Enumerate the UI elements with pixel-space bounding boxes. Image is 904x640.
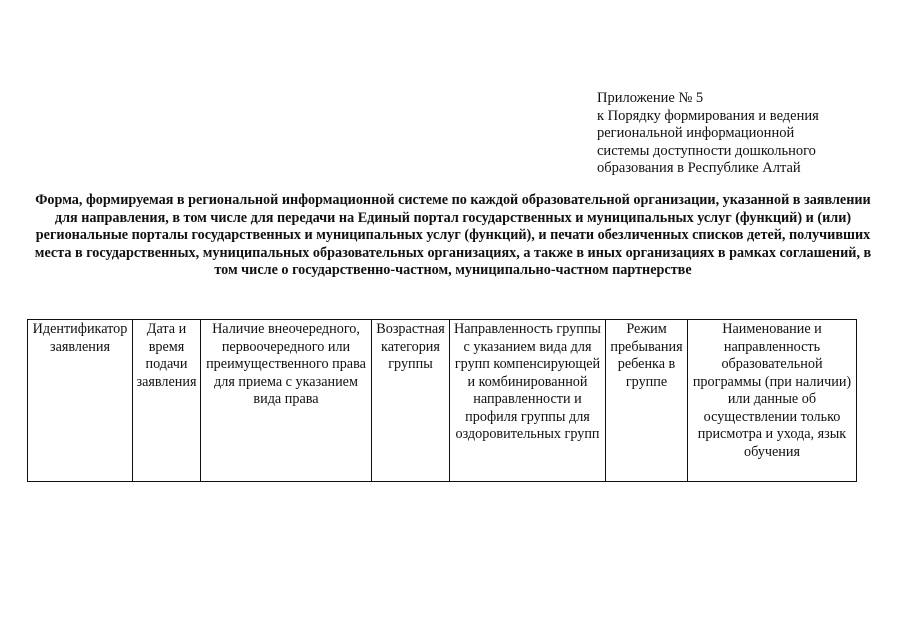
appendix-line: к Порядку формирования и ведения [597, 107, 819, 124]
column-header-program: Наименование и направленность образовательной программы (при наличии) или данные об осуществлении только присмотра и ухода, язык обучения [688, 320, 857, 482]
form-title: Форма, формируемая в региональной информационной системе по каждой образовательной организации, указанной в заявлении для направления, в том числе для передачи на Единый портал государственных и муниципальных услуг (функций) и (или) региональные порталы государственных и муниципальных услуг (функций), и печати обезличенных списков детей, получивших места в государственных, муниципальных образовательных организациях, а также в иных организациях в рамках соглашений, в том числе о государственно-частном, муниципально-частном партнерстве [34, 192, 872, 278]
column-header-submission-datetime: Дата и время подачи заявления [133, 320, 201, 482]
appendix-note [597, 90, 887, 178]
appendix-line: региональной информационной [597, 125, 795, 141]
table-header-row [28, 320, 857, 482]
column-header-application-id: Идентификатор заявления [28, 320, 133, 482]
form-table [27, 319, 857, 482]
appendix-line: Приложение № 5 [597, 90, 704, 106]
column-header-stay-mode: Режим пребывания ребенка в группе [606, 320, 688, 482]
appendix-line: образования в Республике Алтай [597, 160, 801, 176]
column-header-priority-right: Наличие внеочередного, первоочередного или преимущественного права для приема с указанием вида права [201, 320, 372, 482]
column-header-group-orientation: Направленность группы с указанием вида для групп компенсирующей и комбинированной направленности и профиля группы для оздоровительных групп [450, 320, 606, 482]
column-header-age-category: Возрастная категория группы [372, 320, 450, 482]
appendix-line: системы доступности дошкольного [597, 142, 816, 159]
